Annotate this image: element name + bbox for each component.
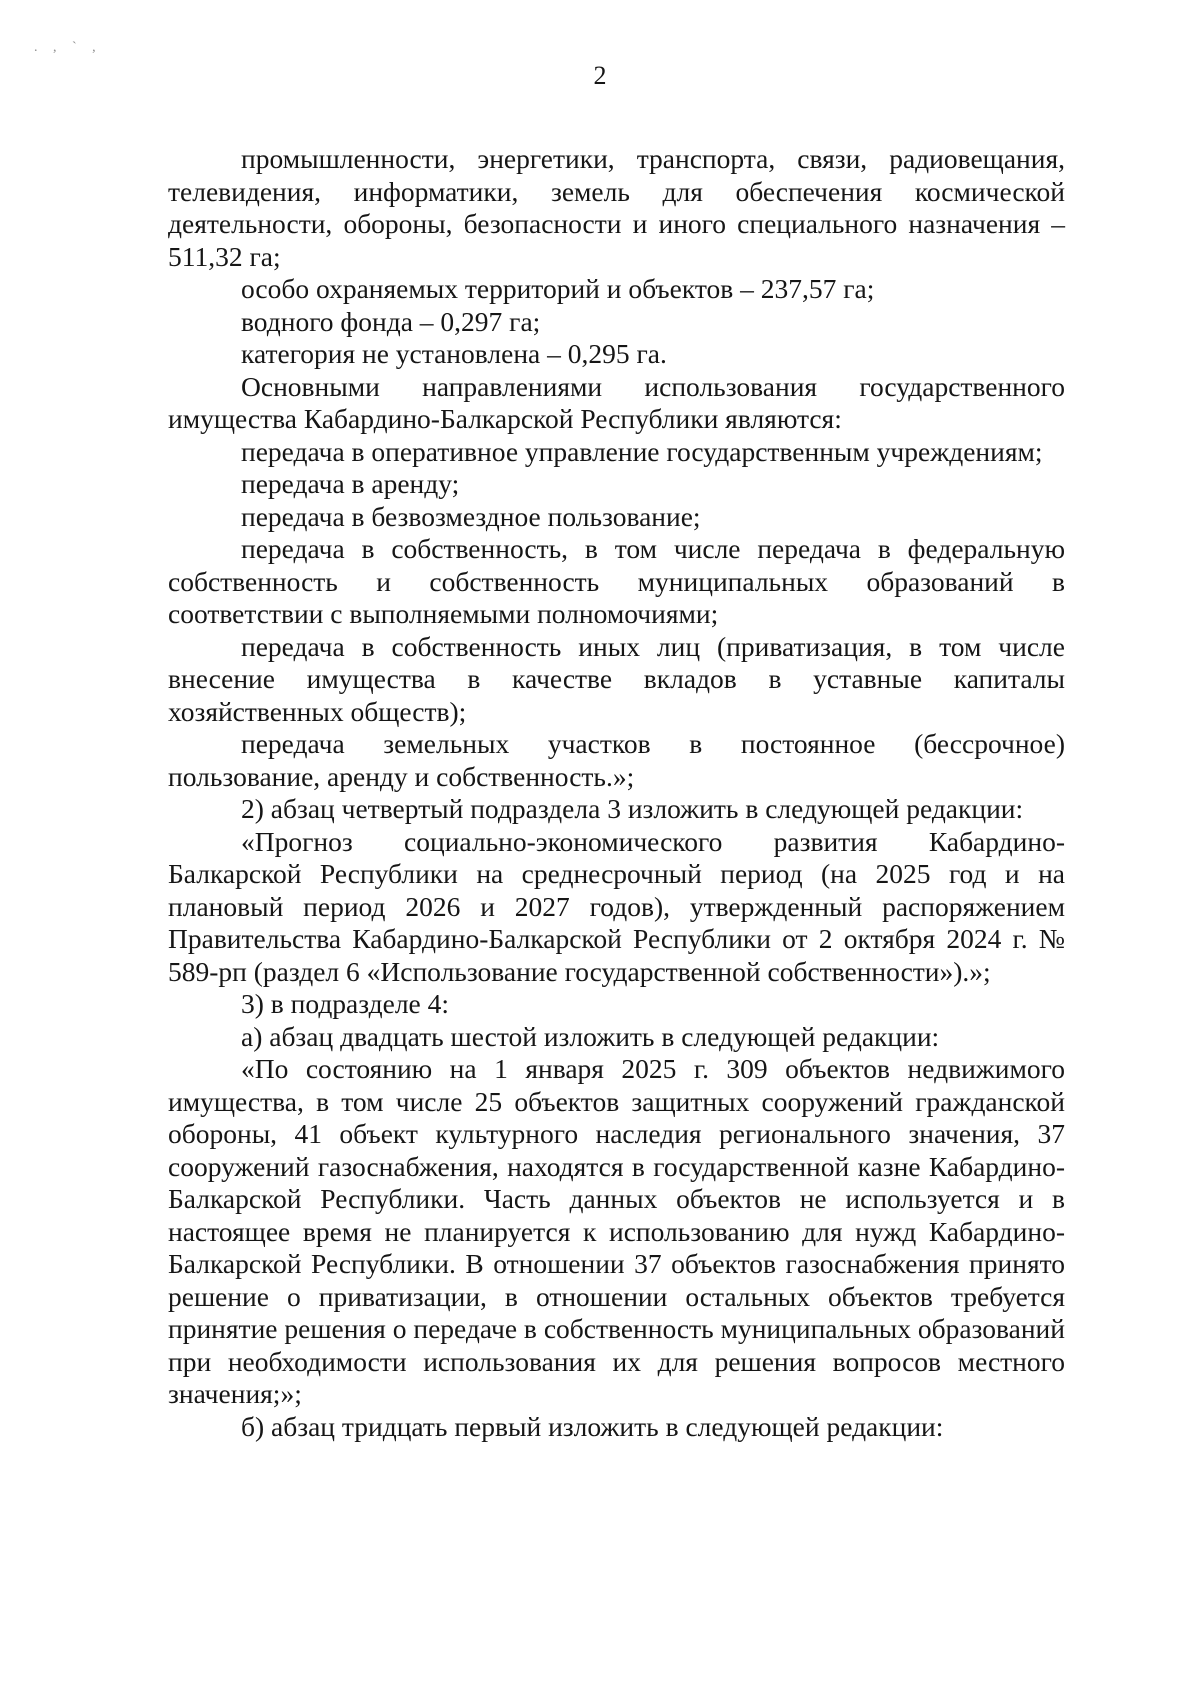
paragraph-water-fund: водного фонда – 0,297 га; xyxy=(241,305,541,337)
paragraph-treasury-objects-quote: «По состоянию на 1 января 2025 г. 309 объектов недвижимого имущества, в том числе 25 объектов защитных сооружений гражданской обороны, 41 объект культурного наследия регионального значения, 37 сооружений газоснабжения, находятся в государственной казне Кабардино-Балкарской Республики. Часть данных объектов не используется и в настоящее время не планируется к использованию для нужд Кабардино-Балкарской Республики. В отношении 37 объектов газоснабжения принято решение о приватизации, в отношении остальных объектов требуется принятие решения о передаче в собственность муниципальных образований при необходимости использования их для решения вопросов местного значения;»; xyxy=(168,1053,1065,1409)
scan-corner-marks: . , ˋ , xyxy=(34,40,102,55)
paragraph-category-not-set: категория не установлена – 0,295 га. xyxy=(241,338,667,369)
page-number: 2 xyxy=(593,61,607,90)
paragraph-operational-management: передача в оперативное управление государственным учреждениям; xyxy=(241,435,1043,467)
paragraph-free-use: передача в безвозмездное пользование; xyxy=(241,500,701,532)
paragraph-item-2: 2) абзац четвертый подраздела 3 изложить в следующей редакции: xyxy=(241,793,1024,824)
paragraph-forecast-quote: «Прогноз социально-экономического развития Кабардино-Балкарской Республики на среднесрочный период (на 2025 год и на плановый период 2026 и 2027 годов), утвержденный распоряжением Правительства Кабардино-Балкарской Республики от 2 октября 2024 г. № 589-рп (раздел 6 «Использование государственной собственности»).»; xyxy=(168,825,1065,987)
paragraph-lease: передача в аренду; xyxy=(241,468,460,499)
document-body xyxy=(168,143,1065,1443)
paragraph-land-plots: передача земельных участков в постоянное (бессрочное) пользование, аренду и собственность.»; xyxy=(168,728,1065,792)
paragraph-item-3: 3) в подразделе 4: xyxy=(241,988,450,1019)
paragraph-main-directions: Основными направлениями использования государственного имущества Кабардино-Балкарской Республики являются: xyxy=(168,370,1065,434)
paragraph-land-categories-continued: промышленности, энергетики, транспорта, связи, радиовещания, телевидения, информатики, земель для обеспечения космической деятельности, обороны, безопасности и иного специального назначения – 511,32 га; xyxy=(168,143,1065,272)
paragraph-item-3b: б) абзац тридцать первый изложить в следующей редакции: xyxy=(241,1410,944,1442)
paragraph-transfer-ownership: передача в собственность, в том числе передача в федеральную собственность и собственность муниципальных образований в соответствии с выполняемыми полномочиями; xyxy=(168,533,1065,629)
paragraph-item-3a: а) абзац двадцать шестой изложить в следующей редакции: xyxy=(241,1020,940,1052)
paragraph-privatization: передача в собственность иных лиц (приватизация, в том числе внесение имущества в качестве вкладов в уставные капиталы хозяйственных обществ); xyxy=(168,630,1065,727)
paragraph-protected-territories: особо охраняемых территорий и объектов – 237,57 га; xyxy=(241,273,875,304)
